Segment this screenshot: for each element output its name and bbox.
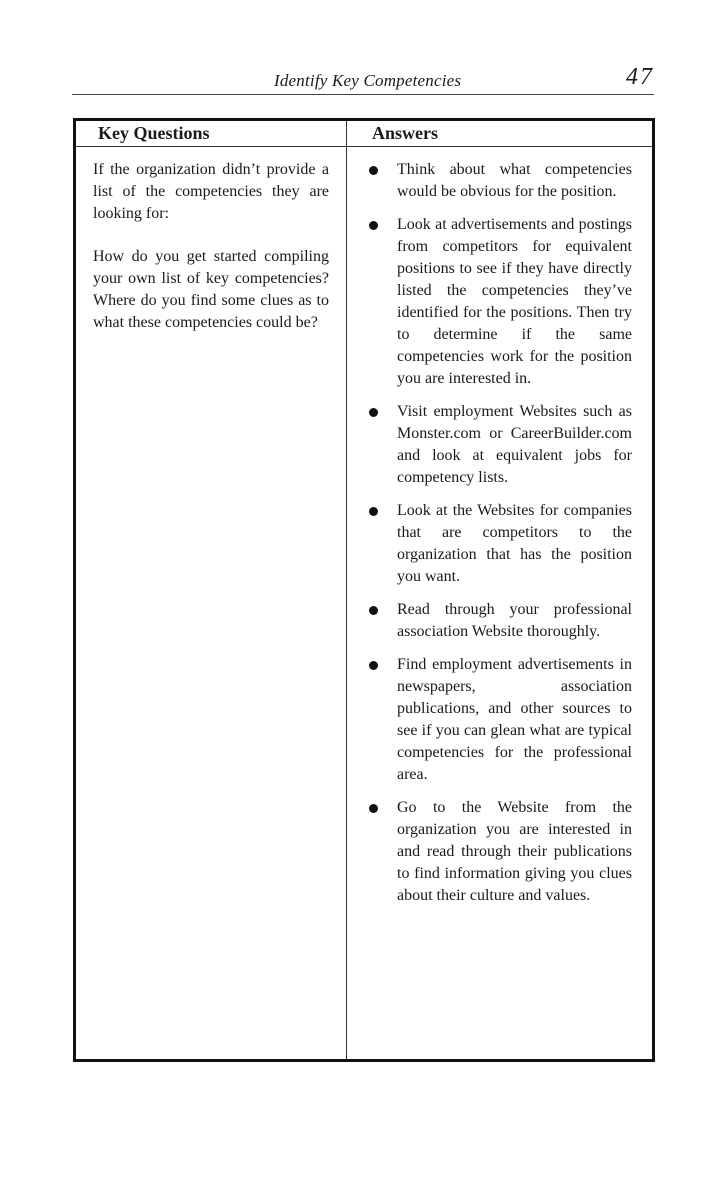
- key-questions-table: [73, 118, 655, 1062]
- bullet-icon: [369, 408, 378, 417]
- question-cell: [93, 159, 329, 355]
- answer-text: Go to the Website from the organization you are interested in and read through their publications to find information giving you clues about their culture and values.: [397, 799, 632, 904]
- page-number: 47: [626, 64, 654, 90]
- bullet-icon: [369, 507, 378, 516]
- column-divider: [346, 121, 347, 1059]
- running-title: Identify Key Competencies: [274, 71, 462, 90]
- answers-header: Answers: [372, 123, 438, 143]
- answer-item: [364, 599, 632, 643]
- answer-text: Visit employment Websites such as Monster.com or CareerBuilder.com and look at equivalent jobs for competency lists.: [397, 403, 632, 486]
- answer-item: [364, 500, 632, 588]
- answer-item: [364, 654, 632, 786]
- key-questions-header: Key Questions: [98, 123, 210, 143]
- answer-item: [364, 401, 632, 489]
- question-main: How do you get started compiling your own list of key competencies? Where do you find some clues as to what these competencies could be?: [93, 248, 329, 331]
- bullet-icon: [369, 804, 378, 813]
- bullet-icon: [369, 606, 378, 615]
- answer-text: Find employment advertisements in newspapers, association publications, and other sources to see if you can glean what are typical competencies for the professional area.: [397, 656, 632, 783]
- answer-text: Look at the Websites for companies that are competitors to the organization that has the position you want.: [397, 502, 632, 585]
- answer-item: [364, 797, 632, 907]
- bullet-icon: [369, 661, 378, 670]
- running-header: [72, 66, 654, 95]
- answer-item: [364, 159, 632, 203]
- question-intro: If the organization didn’t provide a list of the competencies they are looking for:: [93, 161, 329, 222]
- answer-list: [364, 159, 632, 918]
- answer-text: Look at advertisements and postings from competitors for equivalent positions to see if they have directly listed the competencies they’ve identified for the positions. Then try to determine if the same competencies work for the position you are interested in.: [397, 216, 632, 387]
- answer-item: [364, 214, 632, 390]
- bullet-icon: [369, 166, 378, 175]
- answer-text: Read through your professional association Website thoroughly.: [397, 601, 632, 640]
- answer-text: Think about what competencies would be obvious for the position.: [397, 161, 632, 200]
- header-row-divider: [76, 146, 652, 147]
- bullet-icon: [369, 221, 378, 230]
